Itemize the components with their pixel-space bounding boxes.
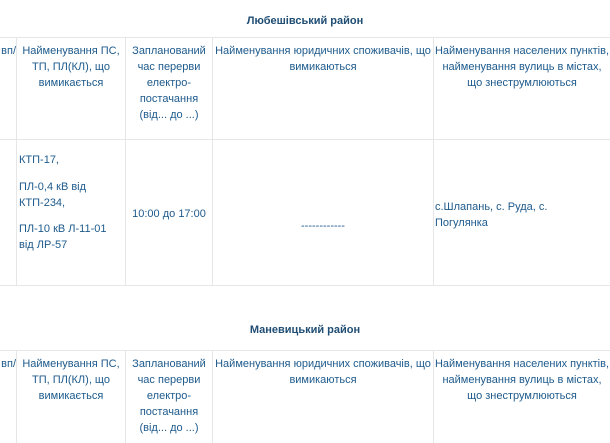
header-number: вп/ [1,45,16,57]
header-object: Найменування ПС, ТП, ПЛ(КЛ), що вимикається [22,358,120,402]
outage-consumers: ------------ [301,220,345,232]
outage-object: ПЛ-0,4 кВ від КТП-234, [19,181,87,209]
outage-time: 10:00 до 17:00 [132,208,206,220]
outage-object: ПЛ-10 кВ Л-11-01 від ЛР-57 [19,223,107,251]
divider [0,139,610,140]
outage-localities: с.Шлапань, с. Руда, с. Погулянка [435,201,548,229]
header-localities: Найменування населених пунктів, найменування вулиць в містах, що знеструмлюються [434,45,610,89]
header-consumers: Найменування юридичних споживачів, що вимикаються [215,358,431,386]
divider [0,37,610,38]
header-time: Запланований час перерви електро-постачання (від... до ...) [132,358,206,434]
header-localities: Найменування населених пунктів, найменування вулиць в містах, що знеструмлюються [434,358,610,402]
header-time: Запланований час перерви електро-постачання (від... до ...) [132,45,206,121]
outage-object: КТП-17, [19,154,59,166]
divider [0,350,610,351]
district-title: Маневицький район [249,324,361,336]
header-object: Найменування ПС, ТП, ПЛ(КЛ), що вимикається [22,45,120,89]
header-consumers: Найменування юридичних споживачів, що вимикаються [215,45,431,73]
district-title: Любешівський район [246,15,364,27]
divider [0,285,610,286]
header-number: вп/ [1,358,16,370]
